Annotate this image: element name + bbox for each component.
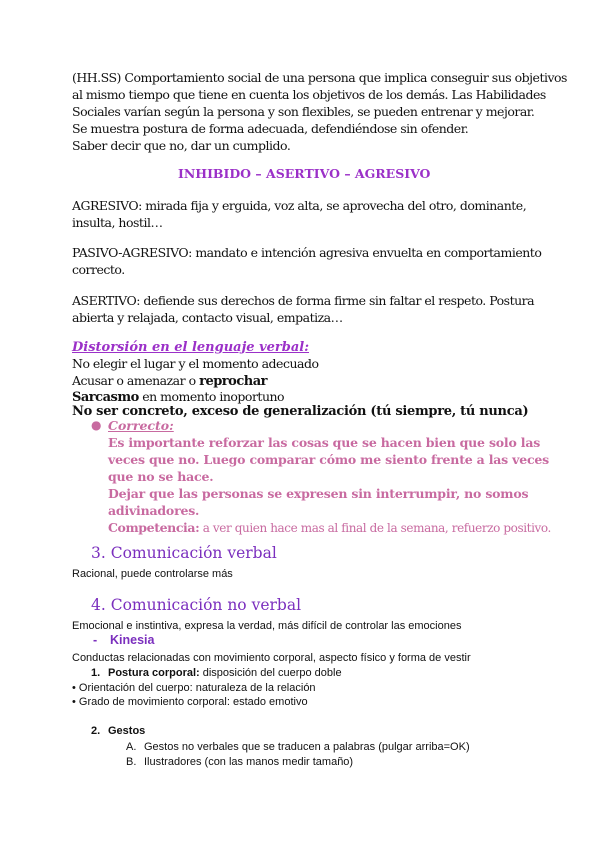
correcto-line-2: veces que no. Luego comparar cómo me siento frente a las veces [108, 452, 549, 467]
intro-line-5: Saber decir que no, dar un cumplido. [72, 138, 291, 153]
distorsion-item-2 [72, 373, 267, 389]
agresivo-line-2: insulta, hostil… [72, 215, 163, 230]
kinesia-title: Kinesia [110, 633, 155, 647]
spectrum-title: INHIBIDO – ASERTIVO – AGRESIVO [178, 166, 431, 181]
section-4-title: 4. Comunicación no verbal [91, 596, 302, 614]
section-3-text: Racional, puede controlarse más [72, 568, 233, 580]
distorsion-item-3-bold: Sarcasmo [72, 390, 139, 405]
item-1-line [108, 667, 342, 679]
distorsion-title: Distorsión en el lenguaje verbal: [72, 340, 309, 355]
intro-line-1: (HH.SS) Comportamiento social de una persona que implica conseguir sus objetivos [72, 70, 567, 85]
intro-line-3: Sociales varían según la persona y son flexibles, se pueden entrenar y mejorar. [72, 104, 535, 119]
correcto-line-5: adivinadores. [108, 503, 200, 518]
asertivo-line-1: ASERTIVO: defiende sus derechos de forma firme sin faltar el respeto. Postura [72, 293, 535, 308]
distorsion-item-2-bold: reprochar [199, 374, 267, 389]
kinesia-dash: - [93, 633, 98, 647]
correcto-label: Correcto: [108, 418, 174, 433]
item-1-text: disposición del cuerpo doble [199, 667, 342, 679]
intro-line-2: al mismo tiempo que tiene en cuenta los objetivos de los demás. Las Habilidades [72, 87, 546, 102]
sub-a-label: A. [126, 741, 137, 753]
item-1-number: 1. [91, 667, 101, 679]
item-2-title: Gestos [108, 725, 146, 737]
sub-b-text: Ilustradores (con las manos medir tamaño) [144, 756, 354, 768]
distorsion-item-3 [72, 389, 284, 405]
competencia-text: a ver quien hace mas al final de la semana, refuerzo positivo. [199, 521, 551, 535]
competencia-label: Competencia: [108, 520, 200, 535]
correcto-line-3: que no se hace. [108, 469, 214, 484]
intro-line-4: Se muestra postura de forma adecuada, defendiéndose sin ofender. [72, 121, 469, 136]
section-4-text: Emocional e instintiva, expresa la verdad, más difícil de controlar las emociones [72, 620, 462, 632]
bullet-line-1: • Orientación del cuerpo: naturaleza de la relación [72, 682, 316, 694]
agresivo-line-1: AGRESIVO: mirada fija y erguida, voz alta, se aprovecha del otro, dominante, [72, 198, 527, 213]
item-1-bold: Postura corporal: [108, 667, 200, 679]
section-3-title: 3. Comunicación verbal [91, 544, 277, 562]
item-2-number: 2. [91, 725, 101, 737]
competencia-line [108, 520, 551, 535]
sub-a-text: Gestos no verbales que se traducen a palabras (pulgar arriba=OK) [144, 741, 470, 753]
distorsion-item-1: No elegir el lugar y el momento adecuado [72, 356, 319, 371]
bullet-line-2: • Grado de movimiento corporal: estado emotivo [72, 696, 308, 708]
sub-b-label: B. [126, 756, 137, 768]
distorsion-item-3-text: en momento inoportuno [138, 389, 285, 404]
pasivo-line-1: PASIVO-AGRESIVO: mandato e intención agresiva envuelta en comportamiento [72, 245, 542, 260]
asertivo-line-2: abierta y relajada, contacto visual, empatiza… [72, 310, 343, 325]
correcto-line-4: Dejar que las personas se expresen sin interrumpir, no somos [108, 486, 529, 501]
pasivo-line-2: correcto. [72, 262, 125, 277]
bullet-dot: ● [91, 418, 102, 432]
kinesia-text: Conductas relacionadas con movimiento corporal, aspecto físico y forma de vestir [72, 652, 471, 664]
correcto-line-1: Es importante reforzar las cosas que se hacen bien que solo las [108, 435, 541, 450]
distorsion-item-2-text: Acusar o amenazar o [72, 373, 200, 388]
distorsion-item-4: No ser concreto, exceso de generalización (tú siempre, tú nunca) [72, 404, 529, 419]
